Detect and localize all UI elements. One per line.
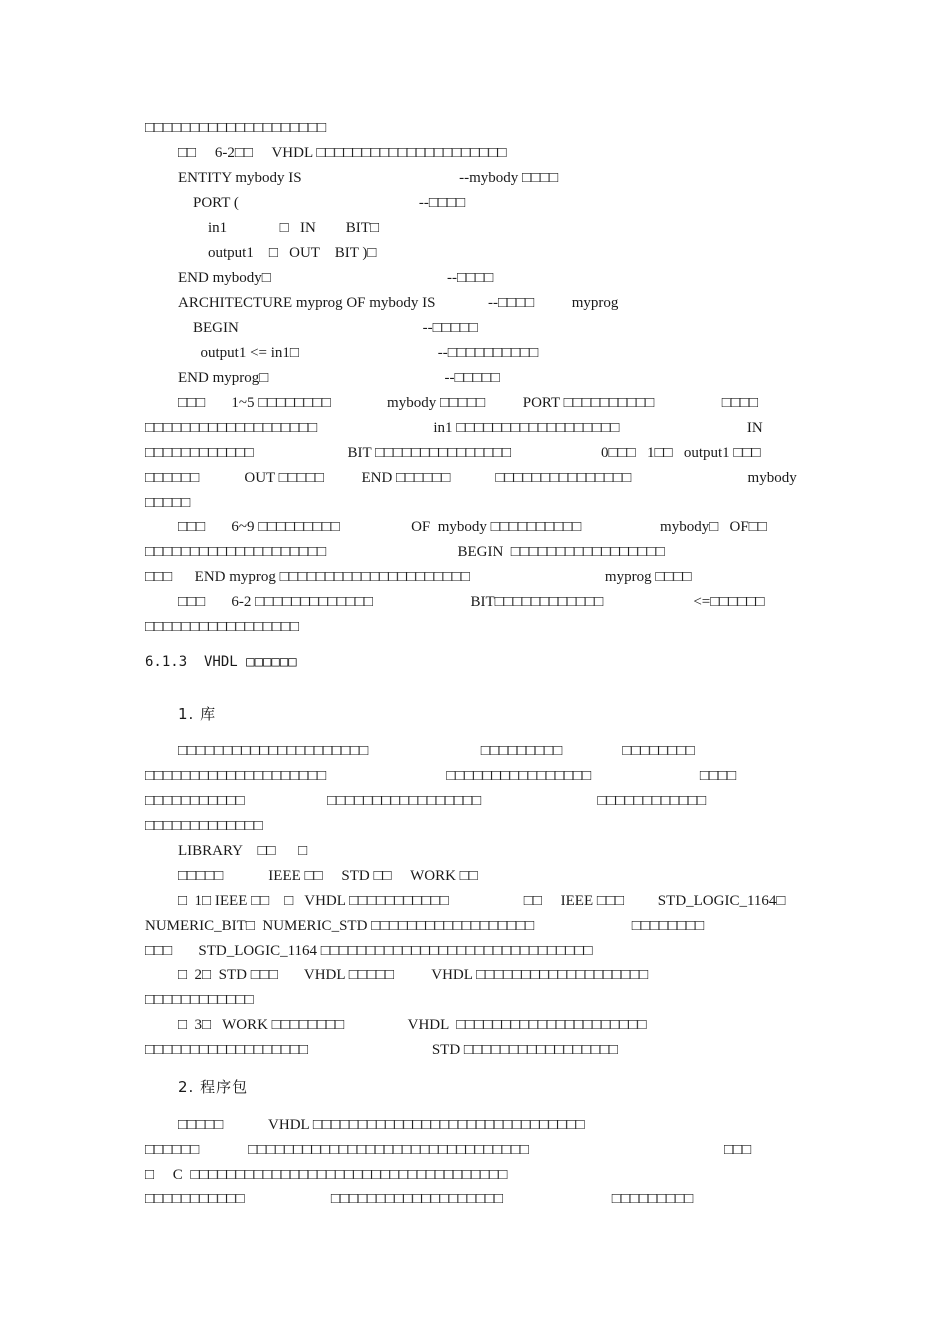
text-line: □□□□□ VHDL □□□□□□□□□□□□□□□□□□□□□□□□□□□□□□ <box>178 1117 585 1133</box>
section-heading: 6.1.3 VHDL □□□□□□ <box>145 654 297 670</box>
text-line: □ 3□ WORK □□□□□□□□ VHDL □□□□□□□□□□□□□□□□□□□□□ <box>178 1017 647 1033</box>
text-line: □□□ STD_LOGIC_1164 □□□□□□□□□□□□□□□□□□□□□□□□□□□□□□ <box>145 943 593 959</box>
text-line: □□□ 6~9 □□□□□□□□□ OF mybody □□□□□□□□□□ mybody□ OF□□ <box>178 519 767 535</box>
code-line: PORT ( --□□□□ <box>178 195 466 211</box>
text-line: □□□□□ IEEE □□ STD □□ WORK □□ <box>178 868 478 884</box>
code-line: BEGIN --□□□□□ <box>178 320 478 336</box>
text-line: □□□□□□□□□□□□□□□□□ <box>145 619 300 635</box>
code-line: END mybody□ --□□□□ <box>178 270 494 286</box>
text-line: □□□□□□□□□□□□□□□□□□□ in1 □□□□□□□□□□□□□□□□□□ IN <box>145 420 763 436</box>
text-line: □□□□□□□□□□□□□ <box>145 818 263 834</box>
text-line: □□□□□□□□□□□□□□□□□□□□ <box>145 120 327 136</box>
text-line: □□□□□□ OUT □□□□□ END □□□□□□ □□□□□□□□□□□□□□□ mybody <box>145 470 797 486</box>
text-line: □□□□□□ □□□□□□□□□□□□□□□□□□□□□□□□□□□□□□□ □□□ <box>145 1142 752 1158</box>
code-line: END myprog□ --□□□□□ <box>178 370 500 386</box>
text-line: □□□□□□□□□□□□□□□□□□ STD □□□□□□□□□□□□□□□□□ <box>145 1042 618 1058</box>
text-line: □□□□□ <box>145 495 191 511</box>
text-line: □□□□□□□□□□□□ <box>145 992 254 1008</box>
text-line: □□□ 6-2 □□□□□□□□□□□□□ BIT□□□□□□□□□□□□ <=□□□□□□ <box>178 594 765 610</box>
text-line: □ 1□ IEEE □□ □ VHDL □□□□□□□□□□□ □□ IEEE □□□ STD_LOGIC_1164□ <box>178 893 786 909</box>
text-line: NUMERIC_BIT□ NUMERIC_STD □□□□□□□□□□□□□□□□□□ □□□□□□□□ <box>145 918 705 934</box>
text-line: □□□ 1~5 □□□□□□□□ mybody □□□□□ PORT □□□□□□□□□□ □□□□ <box>178 395 759 411</box>
code-line: output1 <= in1□ --□□□□□□□□□□ <box>178 345 539 361</box>
text-line: □□□□□□□□□□□□□□□□□□□□ BEGIN □□□□□□□□□□□□□□□□□ <box>145 544 665 560</box>
text-line: □□□□□□□□□□□ □□□□□□□□□□□□□□□□□ □□□□□□□□□□□□ <box>145 793 707 809</box>
code-line: ENTITY mybody IS --mybody □□□□ <box>178 170 559 186</box>
text-line: □□□□□□□□□□□□□□□□□□□□□ □□□□□□□□□ □□□□□□□□ <box>178 743 695 759</box>
text-line: □□ 6-2□□ VHDL □□□□□□□□□□□□□□□□□□□□□ <box>178 145 507 161</box>
code-line: LIBRARY □□ □ <box>178 843 308 859</box>
text-line: □□□ END myprog □□□□□□□□□□□□□□□□□□□□□ myprog □□□□ <box>145 569 692 585</box>
code-line: in1 □ IN BIT□ <box>178 220 380 236</box>
text-line: □ C □□□□□□□□□□□□□□□□□□□□□□□□□□□□□□□□□□□ <box>145 1167 508 1183</box>
code-line: ARCHITECTURE myprog OF mybody IS --□□□□ myprog <box>178 295 619 311</box>
text-line: □□□□□□□□□□□ □□□□□□□□□□□□□□□□□□□ □□□□□□□□□ <box>145 1191 694 1207</box>
subsection-heading-package: 2. 程序包 <box>178 1078 249 1096</box>
text-line: □□□□□□□□□□□□□□□□□□□□ □□□□□□□□□□□□□□□□ □□□□ <box>145 768 737 784</box>
text-line: □ 2□ STD □□□ VHDL □□□□□ VHDL □□□□□□□□□□□□□□□□□□□ <box>178 967 649 983</box>
subsection-heading-library: 1. 库 <box>178 705 217 723</box>
code-line: output1 □ OUT BIT )□ <box>178 245 377 261</box>
text-line: □□□□□□□□□□□□ BIT □□□□□□□□□□□□□□□ 0□□□ 1□□ output1 □□□ <box>145 445 761 461</box>
